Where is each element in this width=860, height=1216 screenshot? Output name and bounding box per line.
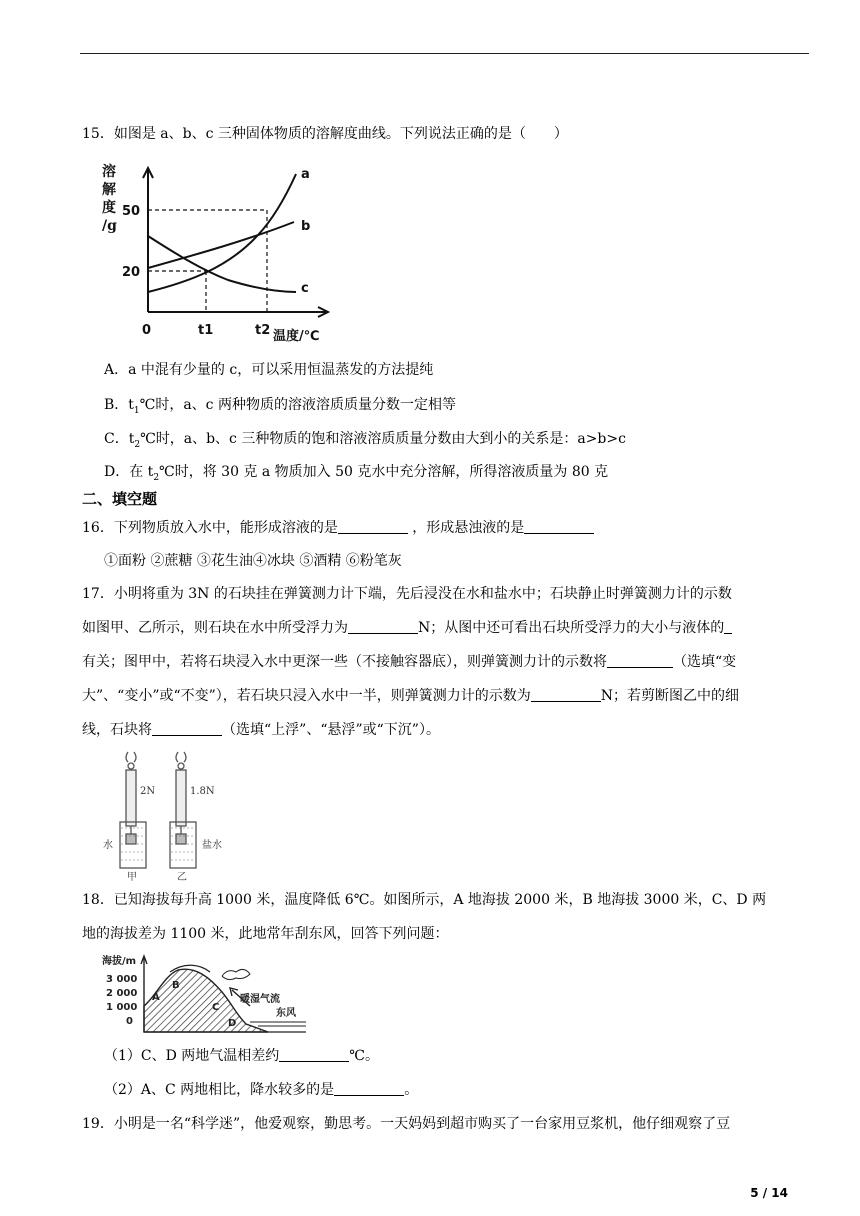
caption-right: 乙 <box>177 872 187 882</box>
alt-tick-0: 0 <box>126 1016 133 1027</box>
chart-ylabel-4: /g <box>102 218 117 234</box>
alt-tick-2000: 2 000 <box>106 988 138 999</box>
chart-ylabel-1: 溶 <box>102 164 116 180</box>
curve-a-label: a <box>301 167 310 182</box>
q17-blank-5[interactable] <box>152 721 222 736</box>
q17-blank-3[interactable] <box>607 653 673 668</box>
q17-blank-2[interactable] <box>724 619 732 634</box>
q15-option-a: A．a 中混有少量的 c，可以采用恒温蒸发的方法提纯 <box>104 362 434 378</box>
q16-items: ①面粉 ②蔗糖 ③花生油④冰块 ⑤酒精 ⑥粉笔灰 <box>104 553 402 569</box>
q17-blank-4[interactable] <box>531 687 601 702</box>
origin-label: 0 <box>142 323 152 338</box>
chart-ylabel-2: 解 <box>102 182 116 198</box>
y-tick-20: 20 <box>122 265 141 280</box>
x-tick-t2: t2 <box>255 323 271 338</box>
q16-blank-2[interactable] <box>524 519 594 534</box>
q17-line-2: 如图甲、乙所示，则石块在水中所受浮力为 N；从图中还可看出石块所受浮力的大小与液体的 <box>82 618 732 638</box>
q18-sub-2: （2）A、C 两地相比，降水较多的是 。 <box>104 1082 419 1098</box>
wind-label: 东风 <box>276 1008 296 1019</box>
q17-line-3: 有关；图甲中，若将石块浸入水中更深一些（不接触容器底），则弹簧测力计的示数将 （选填“变 <box>82 654 737 670</box>
solubility-chart <box>98 160 338 348</box>
point-a: A <box>152 992 160 1003</box>
point-d: D <box>228 1018 237 1029</box>
section-title: 二、填空题 <box>82 490 158 508</box>
caption-left: 甲 <box>127 872 137 882</box>
q18-line-1: 18．已知海拔每升高 1000 米，温度降低 6℃。如图所示，A 地海拔 2000 米，B 地海拔 3000 米，C、D 两 <box>82 892 767 908</box>
q18-sub-1: （1）C、D 两地气温相差约 ℃。 <box>104 1048 379 1064</box>
q17-blank-1[interactable] <box>348 619 418 634</box>
q17-line-4: 大”、“变小”或“不变”），若石块只浸入水中一半，则弹簧测力计的示数为 N；若剪断图乙中的细 <box>82 688 740 704</box>
reading-right: 1.8N <box>190 786 215 797</box>
alt-tick-1000: 1 000 <box>106 1002 138 1013</box>
x-tick-t1: t1 <box>198 323 214 338</box>
header-rule <box>80 53 809 54</box>
curve-b <box>148 222 294 268</box>
x-axis-label: 温度/℃ <box>273 329 320 344</box>
q15-option-b: B．$t_1℃$时，a、c 两种物质的溶液溶质质量分数一定相等 <box>104 397 456 416</box>
alt-y-label: 海拔/m <box>102 956 137 967</box>
q19-line-1: 19．小明是一名“科学迷”，他爱观察，勤思考。一天妈妈到超市购买了一台家用豆浆机，他仔细观察了豆 <box>82 1116 731 1132</box>
q17-line-5: 线，石块将 （选填“上浮”、“悬浮”或“下沉”）。 <box>82 722 440 738</box>
q16-blank-1[interactable] <box>338 519 408 534</box>
liquid-left: 水 <box>103 840 113 851</box>
reading-left: 2N <box>140 786 156 797</box>
q18-blank-1[interactable] <box>279 1047 349 1062</box>
q16-stem: 16．下列物质放入水中，能形成溶液的是 ，形成悬浊液的是 <box>82 518 594 538</box>
q15-option-d: D．在 $t_2℃$时，将 30 克 a 物质加入 50 克水中充分溶解，所得溶液质量为 80 克 <box>104 464 609 483</box>
q15-option-c: C．$t_2℃$时，a、b、c 三种物质的饱和溶液溶质质量分数由大到小的关系是：a>b>c <box>104 431 626 450</box>
q18-line-2: 地的海拔差为 1100 米，此地常年刮东风，回答下列问题： <box>82 926 449 942</box>
chart-ylabel-3: 度 <box>102 200 116 216</box>
q18-blank-2[interactable] <box>334 1081 404 1096</box>
q15-stem: 15．如图是 a、b、c 三种固体物质的溶解度曲线。下列说法正确的是（ ） <box>82 126 568 142</box>
curve-a <box>148 174 296 292</box>
alt-tick-3000: 3 000 <box>106 974 138 985</box>
airflow-label: 暖湿气流 <box>240 994 280 1005</box>
page-number: 5 / 14 <box>750 1186 788 1200</box>
altitude-figure <box>100 950 310 1036</box>
y-tick-50: 50 <box>122 204 141 219</box>
point-b: B <box>172 980 180 991</box>
curve-b-label: b <box>301 219 311 234</box>
liquid-right: 盐水 <box>202 840 222 851</box>
point-c: C <box>212 1002 220 1013</box>
curve-c-label: c <box>301 281 309 296</box>
spring-scale-figure <box>100 748 234 882</box>
q17-line-1: 17．小明将重为 3N 的石块挂在弹簧测力计下端，先后浸没在水和盐水中；石块静止时弹簧测力计的示数 <box>82 586 732 602</box>
